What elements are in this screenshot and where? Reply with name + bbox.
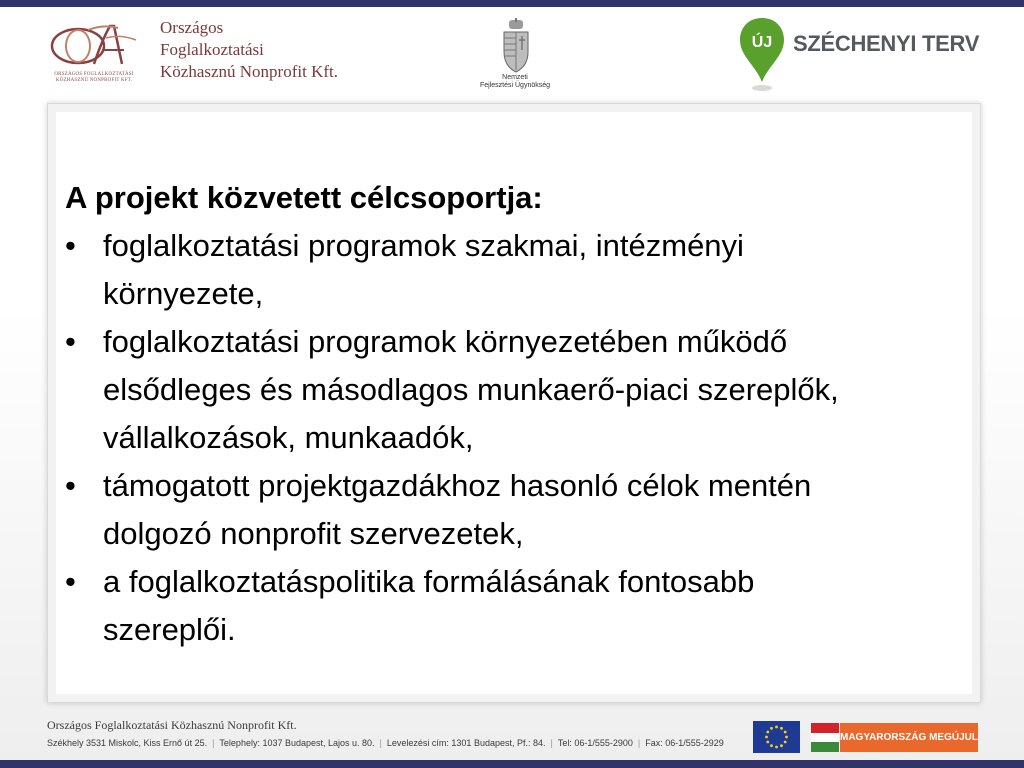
- bullet-line: támogatott projektgazdákhoz hasonló célok mentén: [103, 468, 812, 503]
- szechenyi-pin-icon: [738, 16, 786, 92]
- coat-of-arms-icon: [496, 18, 536, 76]
- ofa-org-line: Foglalkoztatási: [160, 40, 264, 59]
- szechenyi-label: SZÉCHENYI TERV: [793, 31, 980, 56]
- nfu-label: [470, 74, 560, 90]
- nfu-line: Fejlesztési Ügynökség: [479, 82, 551, 89]
- szechenyi-badge: ÚJ: [751, 34, 773, 51]
- footer-separator: |: [379, 738, 382, 748]
- content-card-inner: [56, 112, 972, 694]
- bullet-line: környezete,: [103, 276, 264, 311]
- bottom-accent-bar: [0, 760, 1024, 768]
- bullet-icon: •: [65, 324, 76, 359]
- slide-content: [65, 174, 965, 654]
- target-group-list: [65, 222, 965, 654]
- bullet-line: vállalkozások, munkaadók,: [103, 420, 474, 455]
- bullet-icon: •: [65, 564, 76, 599]
- bullet-line: szereplői.: [103, 612, 236, 647]
- magyarorszag-megujul-label: MAGYARORSZÁG MEGÚJUL: [840, 723, 978, 752]
- footer-separator: |: [550, 738, 553, 748]
- slide-heading: A projekt közvetett célcsoportja:: [65, 180, 543, 215]
- magyarorszag-megujul-logo: [811, 723, 978, 752]
- footer-separator: |: [212, 738, 215, 748]
- nfu-line: Nemzeti: [502, 74, 528, 81]
- ofa-org-line: Közhasznú Nonprofit Kft.: [160, 62, 338, 81]
- content-card: [47, 103, 981, 703]
- footer-address: Székhely 3531 Miskolc, Kiss Ernő út 25.: [47, 738, 208, 748]
- bullet-item: [65, 318, 965, 462]
- eu-flag-icon: [753, 721, 800, 753]
- footer-contact-info: [47, 738, 724, 748]
- footer-mailing-address: Levelezési cím: 1301 Budapest, Pf.: 84.: [386, 738, 546, 748]
- footer-fax: Fax: 06-1/555-2929: [645, 738, 724, 748]
- ofa-logo-subtext: ORSZÁGOS FOGLALKOZTATÁSI KÖZHASZNÚ NONPROFIT KFT.: [54, 72, 134, 83]
- bullet-item: [65, 558, 965, 654]
- footer-site: Telephely: 1037 Budapest, Lajos u. 80.: [219, 738, 375, 748]
- footer-separator: |: [637, 738, 641, 748]
- bullet-line: dolgozó nonprofit szervezetek,: [103, 516, 524, 551]
- bullet-icon: •: [65, 228, 76, 263]
- footer-phone: Tel: 06-1/555-2900: [557, 738, 633, 748]
- bullet-icon: •: [65, 468, 76, 503]
- bullet-item: [65, 222, 965, 318]
- bullet-line: foglalkoztatási programok környezetében működő: [103, 324, 788, 359]
- bullet-line: foglalkoztatási programok szakmai, intézményi: [103, 228, 744, 263]
- bullet-line: a foglalkoztatáspolitika formálásának fontosabb: [103, 564, 755, 599]
- footer-org-name: Országos Foglalkoztatási Közhasznú Nonprofit Kft.: [47, 718, 297, 732]
- bullet-item: [65, 462, 965, 558]
- ofa-org-name: [160, 17, 338, 83]
- top-accent-bar: [0, 0, 1024, 7]
- ofa-org-line: Országos: [160, 18, 224, 37]
- hungarian-flag-icon: [811, 723, 839, 752]
- bullet-line: elsődleges és másodlagos munkaerő-piaci szereplők,: [103, 372, 839, 407]
